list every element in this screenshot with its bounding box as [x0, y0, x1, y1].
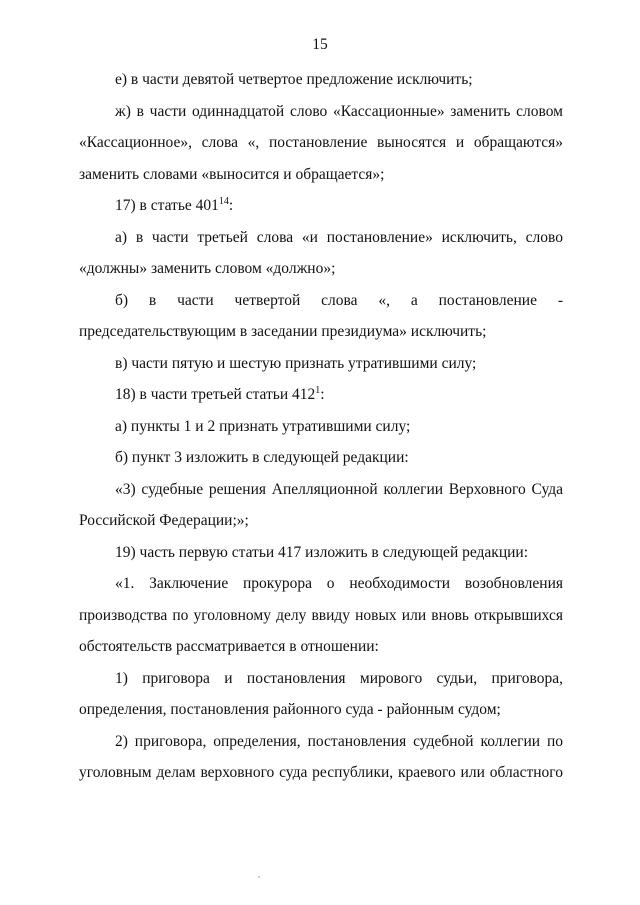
paragraph-text: Российской Федерации;»;: [79, 512, 249, 529]
paragraph-text: ж) в части одиннадцатой слово «Кассационные» заменить словом: [115, 102, 563, 120]
page-number: 15: [312, 36, 328, 53]
paragraph-item-zh-line3: [79, 159, 563, 191]
paragraph-text: а) пункты 1 и 2 признать утратившими силу;: [115, 417, 411, 435]
paragraph-item-quote1-line1: [79, 568, 563, 600]
paragraph-item-b1-line1: [79, 285, 563, 317]
paragraph-item-17: [79, 190, 563, 222]
paragraph-text: определения, постановления районного суда - районным судом;: [79, 701, 501, 718]
paragraph-text: «1. Заключение прокурора о необходимости возобновления: [115, 575, 563, 592]
paragraph-item-v: [79, 348, 563, 380]
paragraph-text: председательствующим в заседании президиума» исключить;: [79, 323, 487, 340]
paragraph-item-quote3-line1: [79, 474, 563, 506]
paragraph-item-quote3-line2: [79, 505, 563, 537]
paragraph-text: «Кассационное», слова «, постановление выносятся и обращаются»: [79, 134, 563, 151]
paragraph-text: производства по уголовному делу ввиду новых или вновь открывшихся: [79, 606, 563, 624]
paragraph-tail: :: [320, 386, 325, 403]
paragraph-text: 2) приговора, определения, постановления судебной коллегии по: [115, 732, 563, 750]
paragraph-text: «должны» заменить словом «должно»;: [79, 260, 336, 277]
superscript: 14: [218, 195, 229, 207]
paragraph-item-2-line2: [79, 757, 563, 789]
paragraph-item-quote1-line2: [79, 600, 563, 632]
paragraph-item-2-line1: [79, 726, 563, 758]
paragraph-text: обстоятельств рассматривается в отношении:: [79, 638, 379, 655]
paragraph-text: 17) в статье 401: [115, 197, 219, 214]
paragraph-item-1-line1: [79, 663, 563, 695]
paragraph-item-b2: [79, 442, 563, 474]
paragraph-item-quote1-line3: [79, 631, 563, 663]
paragraph-item-a2: [79, 411, 563, 443]
superscript: 1: [315, 384, 321, 396]
paragraph-tail: :: [228, 197, 234, 214]
paragraph-item-1-line2: [79, 694, 563, 726]
paragraph-item-b1-line2: [79, 316, 563, 348]
paragraph-text: а) в части третьей слова «и постановление» исключить, слово: [115, 228, 563, 246]
paragraph-item-a1-line2: [79, 253, 563, 285]
paragraph-item-19: [79, 537, 563, 569]
scan-dot: [258, 876, 260, 878]
paragraph-item-18: [79, 379, 563, 411]
paragraph-text: в) части пятую и шестую признать утратившими силу;: [115, 354, 477, 372]
paragraph-text: б) пункт 3 изложить в следующей редакции:: [115, 449, 409, 466]
paragraph-text: уголовным делам верховного суда республики, краевого или областного: [79, 764, 563, 781]
document-body: [79, 64, 563, 789]
paragraph-text: «3) судебные решения Апелляционной коллегии Верховного Суда: [115, 480, 563, 498]
paragraph-text: 1) приговора и постановления мирового судьи, приговора,: [115, 669, 563, 687]
paragraph-text: 18) в части третьей статьи 412: [115, 386, 316, 403]
paragraph-text: е) в части девятой четвертое предложение исключить;: [115, 71, 473, 88]
paragraph-item-zh-line2: [79, 127, 563, 159]
paragraph-item-a1-line1: [79, 222, 563, 254]
paragraph-text: 19) часть первую статьи 417 изложить в следующей редакции:: [115, 543, 529, 561]
paragraph-text: б) в части четвертой слова «, а постановление -: [115, 291, 563, 309]
paragraph-item-zh-line1: [79, 96, 563, 128]
paragraph-text: заменить словами «выносится и обращается»;: [79, 165, 385, 183]
paragraph-item-e: [79, 64, 563, 96]
